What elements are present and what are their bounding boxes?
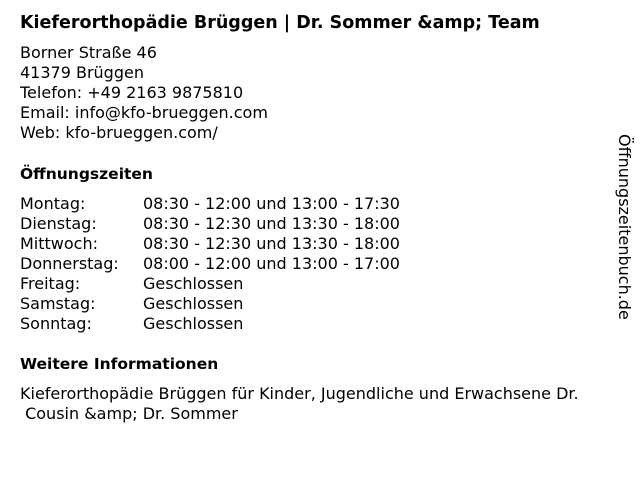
hours-row-thursday [20,254,400,274]
hours-row-sunday [20,314,400,334]
phone-line: Telefon: +49 2163 9875810 [20,83,244,102]
contact-block [20,43,268,143]
time-value: Geschlossen [143,294,244,313]
address-street: Borner Straße 46 [20,43,157,62]
info-line-1: Kieferorthopädie Brüggen für Kinder, Jugendliche und Erwachsene Dr. [20,384,579,403]
hours-row-friday [20,274,400,294]
more-info-heading: Weitere Informationen [20,355,219,373]
day-label: Donnerstag: [20,254,119,273]
web-line: Web: kfo-brueggen.com/ [20,123,218,142]
day-label: Dienstag: [20,214,97,233]
hours-row-wednesday [20,234,400,254]
address-city: 41379 Brüggen [20,63,144,82]
info-line-2: Cousin &amp; Dr. Sommer [20,404,238,423]
time-value: 08:30 - 12:30 und 13:30 - 18:00 [143,214,400,233]
hours-row-monday [20,194,400,214]
opening-hours-heading: Öffnungszeiten [20,165,153,183]
business-info-card [20,0,620,480]
time-value: 08:00 - 12:00 und 13:00 - 17:00 [143,254,400,273]
day-label: Freitag: [20,274,81,293]
email-line: Email: info@kfo-brueggen.com [20,103,268,122]
day-label: Montag: [20,194,86,213]
time-value: 08:30 - 12:30 und 13:30 - 18:00 [143,234,400,253]
time-value: 08:30 - 12:00 und 13:00 - 17:30 [143,194,400,213]
opening-hours-table [20,194,400,334]
time-value: Geschlossen [143,274,244,293]
time-value: Geschlossen [143,314,244,333]
site-watermark: Öffnungszeitenbuch.de [615,134,634,320]
day-label: Samstag: [20,294,96,313]
business-title: Kieferorthopädie Brüggen | Dr. Sommer &amp; Team [20,13,540,33]
more-info-text [20,384,630,424]
day-label: Mittwoch: [20,234,98,253]
day-label: Sonntag: [20,314,92,333]
hours-row-tuesday [20,214,400,234]
hours-row-saturday [20,294,400,314]
